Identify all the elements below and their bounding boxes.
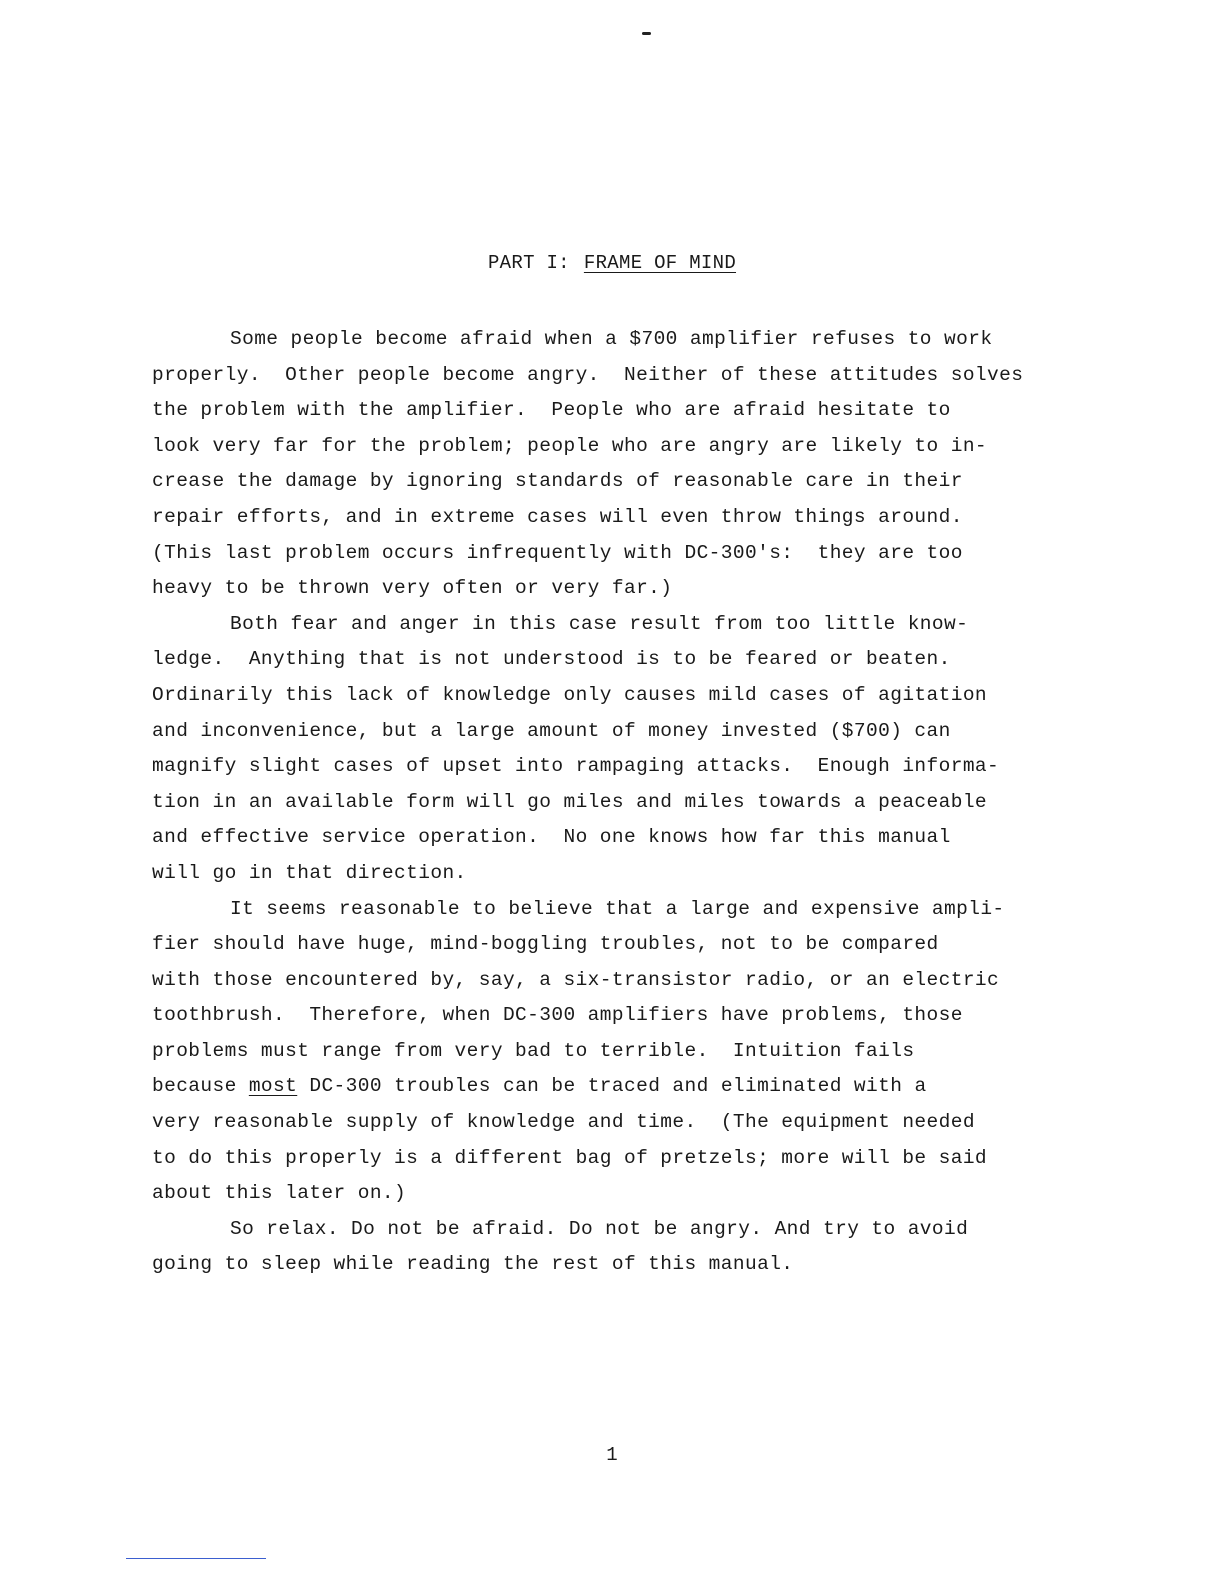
text-line: (This last problem occurs infrequently with DC-300's: they are too [152, 541, 963, 564]
text-line: very reasonable supply of knowledge and time. (The equipment needed [152, 1111, 975, 1134]
title-main: FRAME OF MIND [583, 252, 737, 274]
text-line: with those encountered by, say, a six-transistor radio, or an electric [152, 968, 1000, 991]
text-line: So relax. Do not be afraid. Do not be angry. And try to avoid [230, 1217, 969, 1240]
text-line: repair efforts, and in extreme cases will even throw things around. [152, 505, 963, 528]
page-number: 1 [606, 1444, 618, 1466]
paragraph-2 [152, 607, 1052, 892]
text-line: going to sleep while reading the rest of this manual. [152, 1253, 794, 1276]
text-line: magnify slight cases of upset into rampaging attacks. Enough informa- [152, 755, 1000, 778]
text-line: tion in an available form will go miles and miles towards a peaceable [152, 790, 988, 813]
paragraph-1 [152, 322, 1052, 607]
paragraph-4 [152, 1212, 1052, 1283]
text-line: crease the damage by ignoring standards of reasonable care in their [152, 470, 963, 493]
text-line: properly. Other people become angry. Neither of these attitudes solves [152, 363, 1024, 386]
footer-rule [126, 1558, 266, 1559]
scan-mark [642, 32, 651, 35]
text-segment: DC-300 troubles can be traced and eliminated with a [297, 1075, 927, 1098]
text-line: heavy to be thrown very often or very far.) [152, 577, 673, 600]
text-line: problems must range from very bad to terrible. Intuition fails [152, 1039, 915, 1062]
text-line: will go in that direction. [152, 861, 467, 884]
text-line-emphasis [152, 1069, 1052, 1105]
text-line: Both fear and anger in this case result from too little know- [230, 612, 969, 635]
text-line: Ordinarily this lack of knowledge only causes mild cases of agitation [152, 683, 988, 706]
text-line: and effective service operation. No one knows how far this manual [152, 826, 951, 849]
emphasis-word: most [248, 1075, 298, 1098]
page-title [0, 252, 1224, 274]
text-line: to do this properly is a different bag of pretzels; more will be said [152, 1146, 988, 1169]
text-line: look very far for the problem; people who are angry are likely to in- [152, 434, 988, 457]
text-line: about this later on.) [152, 1182, 407, 1205]
text-line: and inconvenience, but a large amount of money invested ($700) can [152, 719, 951, 742]
text-line: fier should have huge, mind-boggling troubles, not to be compared [152, 933, 939, 956]
text-segment: because [152, 1075, 249, 1098]
text-line: It seems reasonable to believe that a large and expensive ampli- [230, 897, 1005, 920]
page-title-text [488, 252, 736, 274]
text-line: the problem with the amplifier. People who are afraid hesitate to [152, 399, 951, 422]
text-line: ledge. Anything that is not understood is to be feared or beaten. [152, 648, 951, 671]
paragraph-3 [152, 892, 1052, 1212]
body-text [152, 322, 1052, 1283]
title-prefix: PART I: [487, 252, 570, 274]
text-line: toothbrush. Therefore, when DC-300 amplifiers have problems, those [152, 1004, 963, 1027]
text-line: Some people become afraid when a $700 amplifier refuses to work [230, 328, 993, 350]
